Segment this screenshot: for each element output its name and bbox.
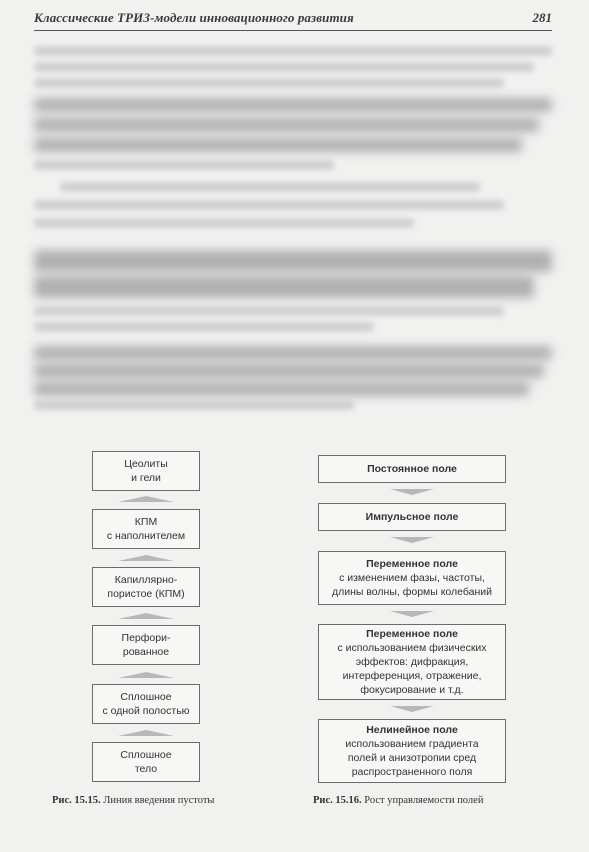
box-zeolites: Цеолиты и гели — [92, 451, 200, 491]
box-constant-field: Постоянное поле — [318, 455, 506, 483]
arrow-down-icon — [390, 706, 434, 712]
arrow-down-icon — [390, 611, 434, 617]
arrow-up-icon — [118, 730, 174, 736]
arrow-down-icon — [390, 537, 434, 543]
page-header — [34, 8, 552, 31]
box-kpm-filler: КПМ с наполнителем — [92, 509, 200, 549]
figure-caption-left: Рис. 15.15. Линия введения пустоты — [52, 795, 215, 806]
arrow-up-icon — [118, 555, 174, 561]
box-variable-field-effects: Переменное поле с использованием физических эффектов: дифракция, интерференция, отражение, фокусирование и т.д. — [318, 624, 506, 700]
box-perforated: Перфори- рованное — [92, 625, 200, 665]
arrow-up-icon — [118, 496, 174, 502]
box-nonlinear-field: Нелинейное поле использованием градиента полей и анизотропии сред распространенного поля — [318, 719, 506, 783]
box-variable-field-phase: Переменное поле с изменением фазы, частоты, длины волны, формы колебаний — [318, 551, 506, 605]
box-impulse-field: Импульсное поле — [318, 503, 506, 531]
figure-caption-right: Рис. 15.16. Рост управляемости полей — [313, 795, 484, 806]
page-number: 281 — [532, 10, 552, 25]
box-solid-one-cavity: Сплошное с одной полостью — [92, 684, 200, 724]
arrow-up-icon — [118, 672, 174, 678]
running-title: Классические ТРИЗ-модели инновационного развития — [34, 10, 354, 25]
arrow-down-icon — [390, 489, 434, 495]
box-capillary-porous: Капиллярно- пористое (КПМ) — [92, 567, 200, 607]
box-solid-body: Сплошное тело — [92, 742, 200, 782]
arrow-up-icon — [118, 613, 174, 619]
